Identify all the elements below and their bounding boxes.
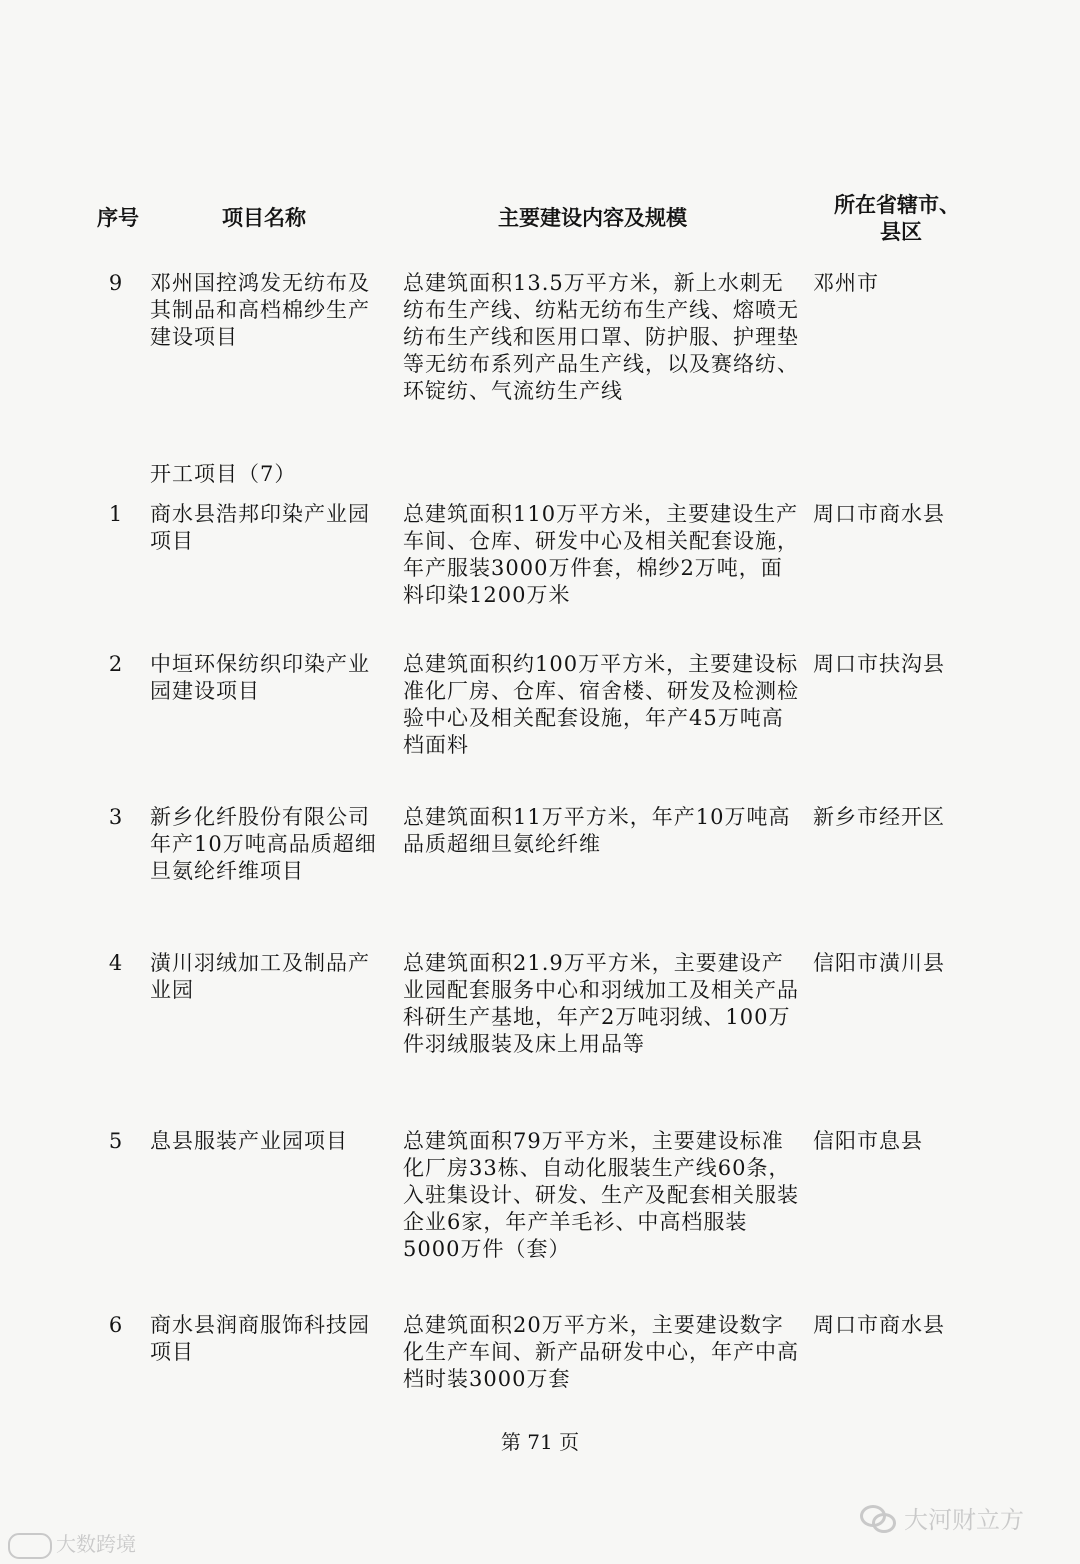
project-location: 新乡市经开区 <box>813 805 945 829</box>
watermark-right-text: 大河财立方 <box>904 1506 1024 1534</box>
watermark-right <box>860 1500 1024 1535</box>
project-location: 周口市商水县 <box>813 502 945 526</box>
project-name: 商水县润商服饰科技园项目 <box>150 1313 370 1364</box>
project-name: 商水县浩邦印染产业园项目 <box>150 502 370 553</box>
row-number: 9 <box>108 271 124 295</box>
header-col-location-line2: 县区 <box>880 219 922 244</box>
project-content: 总建筑面积110万平方米，主要建设生产车间、仓库、研发中心及相关配套设施，年产服装3000万件套，棉纱2万吨，面料印染1200万米 <box>403 502 799 607</box>
project-name: 邓州国控鸿发无纺布及其制品和高档棉纱生产建设项目 <box>150 271 370 349</box>
header-col-location-line1: 所在省辖市、 <box>834 192 960 217</box>
project-content: 总建筑面积约100万平方米，主要建设标准化厂房、仓库、宿舍楼、研发及检测检验中心及相关配套设施，年产45万吨高档面料 <box>403 652 799 757</box>
row-number: 1 <box>108 502 124 526</box>
project-content: 总建筑面积79万平方米，主要建设标准化厂房33栋、自动化服装生产线60条，入驻集设计、研发、生产及配套相关服装企业6家，年产羊毛衫、中高档服装5000万件（套） <box>403 1129 799 1261</box>
project-content: 总建筑面积21.9万平方米，主要建设产业园配套服务中心和羽绒加工及相关产品科研生产基地，年产2万吨羽绒、100万件羽绒服装及床上用品等 <box>403 951 799 1056</box>
project-content: 总建筑面积11万平方米，年产10万吨高品质超细旦氨纶纤维 <box>403 805 791 856</box>
row-number: 5 <box>108 1129 124 1153</box>
wechat-icon <box>860 1503 896 1533</box>
project-name: 新乡化纤股份有限公司年产10万吨高品质超细旦氨纶纤维项目 <box>150 805 377 883</box>
page-number: 第 71 页 <box>500 1430 580 1454</box>
row-number: 2 <box>108 652 124 676</box>
project-location: 周口市扶沟县 <box>813 652 945 676</box>
project-location: 信阳市息县 <box>813 1129 923 1153</box>
project-location: 邓州市 <box>813 271 879 295</box>
project-name: 潢川羽绒加工及制品产业园 <box>150 951 370 1002</box>
project-name: 息县服装产业园项目 <box>150 1129 348 1153</box>
watermark-left <box>8 1528 136 1559</box>
row-number: 4 <box>108 951 124 975</box>
project-name: 中垣环保纺织印染产业园建设项目 <box>150 652 370 703</box>
section-title: 开工项目（7） <box>150 462 297 486</box>
watermark-left-text: 大数跨境 <box>56 1532 136 1556</box>
header-col-name: 项目名称 <box>222 205 306 230</box>
header-col-content: 主要建设内容及规模 <box>498 205 687 230</box>
row-number: 6 <box>108 1313 124 1337</box>
project-location: 信阳市潢川县 <box>813 951 945 975</box>
header-col-no: 序号 <box>97 205 139 230</box>
project-content: 总建筑面积20万平方米，主要建设数字化生产车间、新产品研发中心，年产中高档时装3000万套 <box>403 1313 799 1391</box>
project-location: 周口市商水县 <box>813 1313 945 1337</box>
row-number: 3 <box>108 805 124 829</box>
brand-logo-icon <box>8 1533 52 1559</box>
project-content: 总建筑面积13.5万平方米，新上水刺无纺布生产线、纺粘无纺布生产线、熔喷无纺布生产线和医用口罩、防护服、护理垫等无纺布系列产品生产线，以及赛络纺、环锭纺、气流纺生产线 <box>403 271 799 403</box>
